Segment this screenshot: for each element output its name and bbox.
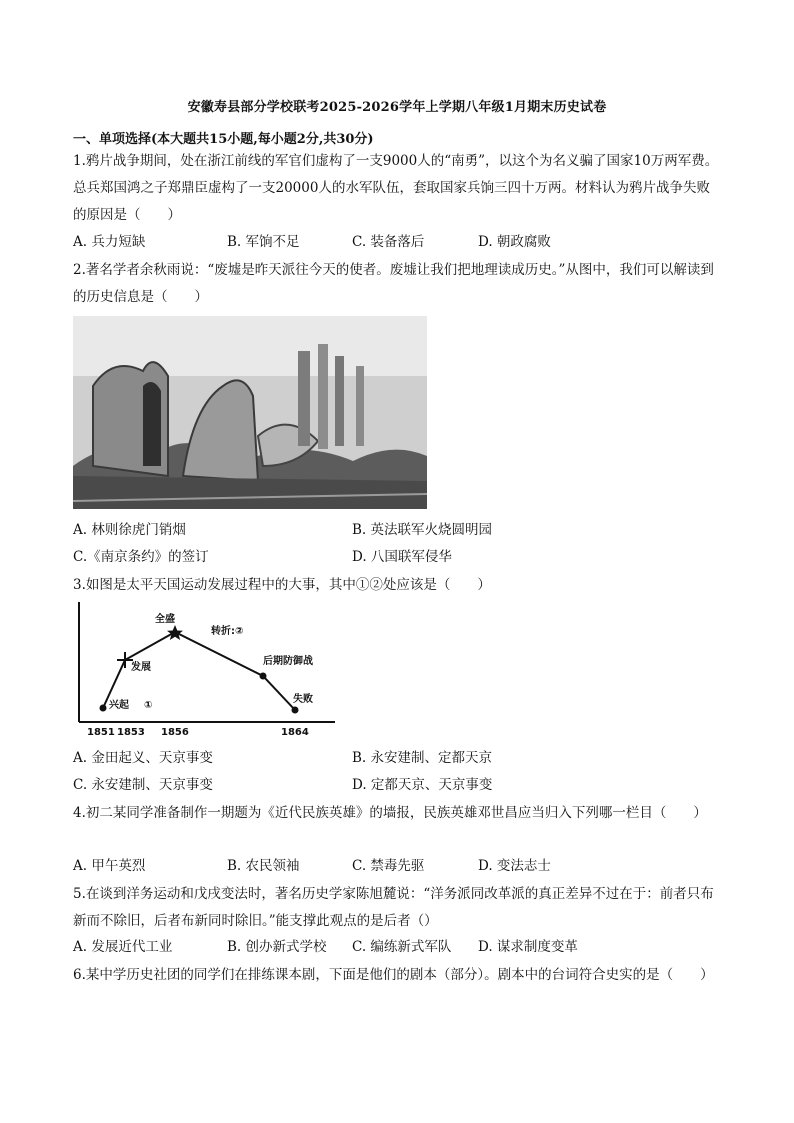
- label-fail: 失败: [293, 694, 313, 705]
- question-3-option-a[interactable]: A. 金田起义、天京事变: [73, 750, 213, 766]
- question-5-stem: 5.在谈到洋务运动和戊戌变法时，著名历史学家陈旭麓说：“洋务派同改革派的真正差异不过在于：前者只布新而不除旧，后者布新同时除旧。”能支撑此观点的是后者（）: [73, 886, 714, 929]
- point-rise: [100, 705, 107, 712]
- question-3-options-row-1: [73, 746, 721, 772]
- point-late-defense: [260, 673, 267, 680]
- question-4-option-d[interactable]: D. 变法志士: [478, 858, 551, 874]
- question-3-option-b[interactable]: B. 永安建制、定都天京: [352, 750, 493, 766]
- label-develop: 发展: [131, 662, 151, 673]
- exam-title: 安徽寿县部分学校联考2025-2026学年上学期八年级1月期末历史试卷: [187, 100, 607, 115]
- question-5-option-b[interactable]: B. 创办新式学校: [227, 939, 327, 955]
- label-late-defense: 后期防御战: [263, 656, 313, 667]
- question-3-options-row-2: [73, 773, 721, 799]
- question-5-options: [73, 935, 721, 961]
- tick-1853: 1853: [117, 727, 145, 737]
- question-2-option-c[interactable]: C.《南京条约》的签订: [73, 549, 209, 565]
- question-4-option-c[interactable]: C. 禁毒先驱: [352, 858, 425, 874]
- question-4-option-a[interactable]: A. 甲午英烈: [73, 858, 146, 874]
- question-3-option-d[interactable]: D. 定都天京、天京事变: [352, 777, 493, 793]
- question-1-stem: 1.鸦片战争期间，处在浙江前线的军官们虚构了一支9000人的“南勇”，以这个为名义骗了国家10万两军费。总兵郑国鸿之子郑鼎臣虚构了一支20000人的水军队伍，套取国家兵饷三四十万两。材料认为鸦片战争失败的原因是（ ）: [73, 153, 719, 223]
- label-peak: 全盛: [155, 614, 175, 625]
- question-5-option-a[interactable]: A. 发展近代工业: [73, 939, 173, 955]
- question-5-option-c[interactable]: C. 编练新式军队: [352, 939, 452, 955]
- tick-1856: 1856: [161, 727, 189, 737]
- star-icon: [167, 625, 183, 640]
- section-heading: 一、单项选择(本大题共15小题,每小题2分,共30分): [73, 132, 374, 147]
- label-turn: 转折:②: [211, 626, 244, 637]
- question-4-options: [73, 854, 721, 880]
- question-4-option-b[interactable]: B. 农民领袖: [227, 858, 300, 874]
- taiping-timeline-chart: [73, 602, 343, 737]
- point-fail: [292, 707, 299, 714]
- question-1-options: [73, 230, 721, 256]
- question-2-option-a[interactable]: A. 林则徐虎门销烟: [73, 522, 186, 538]
- ruins-photo: [73, 316, 427, 509]
- tick-1864: 1864: [281, 727, 309, 737]
- question-6-stem: 6.某中学历史社团的同学们在排练课本剧，下面是他们的剧本（部分）。剧本中的台词符合史实的是（ ）: [73, 967, 714, 983]
- question-1-option-a[interactable]: A. 兵力短缺: [73, 234, 146, 250]
- question-1-option-d[interactable]: D. 朝政腐败: [478, 234, 551, 250]
- question-2-options-row-1: [73, 518, 721, 544]
- tick-1851: 1851: [87, 727, 115, 737]
- question-2-option-d[interactable]: D. 八国联军侵华: [352, 549, 452, 565]
- question-4-stem: 4.初二某同学准备制作一期题为《近代民族英雄》的墙报，民族英雄邓世昌应当归入下列哪一栏目（ ）: [73, 805, 707, 821]
- question-1-option-c[interactable]: C. 装备落后: [352, 234, 425, 250]
- question-3-option-c[interactable]: C. 永安建制、天京事变: [73, 777, 213, 793]
- question-2-option-b[interactable]: B. 英法联军火烧圆明园: [352, 522, 493, 538]
- question-5-option-d[interactable]: D. 谋求制度变革: [478, 939, 578, 955]
- question-2-stem: 2.著名学者余秋雨说：“废墟是昨天派往今天的使者。废墟让我们把地理读成历史。”从图中，我们可以解读到的历史信息是（ ）: [73, 262, 714, 305]
- question-2-options-row-2: [73, 545, 721, 571]
- question-3-stem: 3.如图是太平天国运动发展过程中的大事，其中①②处应该是（ ）: [73, 577, 491, 593]
- label-rise: 兴起: [109, 700, 129, 711]
- question-1-option-b[interactable]: B. 军饷不足: [227, 234, 300, 250]
- label-rise-mark: ①: [144, 700, 153, 711]
- ruins-photo-image: [73, 316, 427, 509]
